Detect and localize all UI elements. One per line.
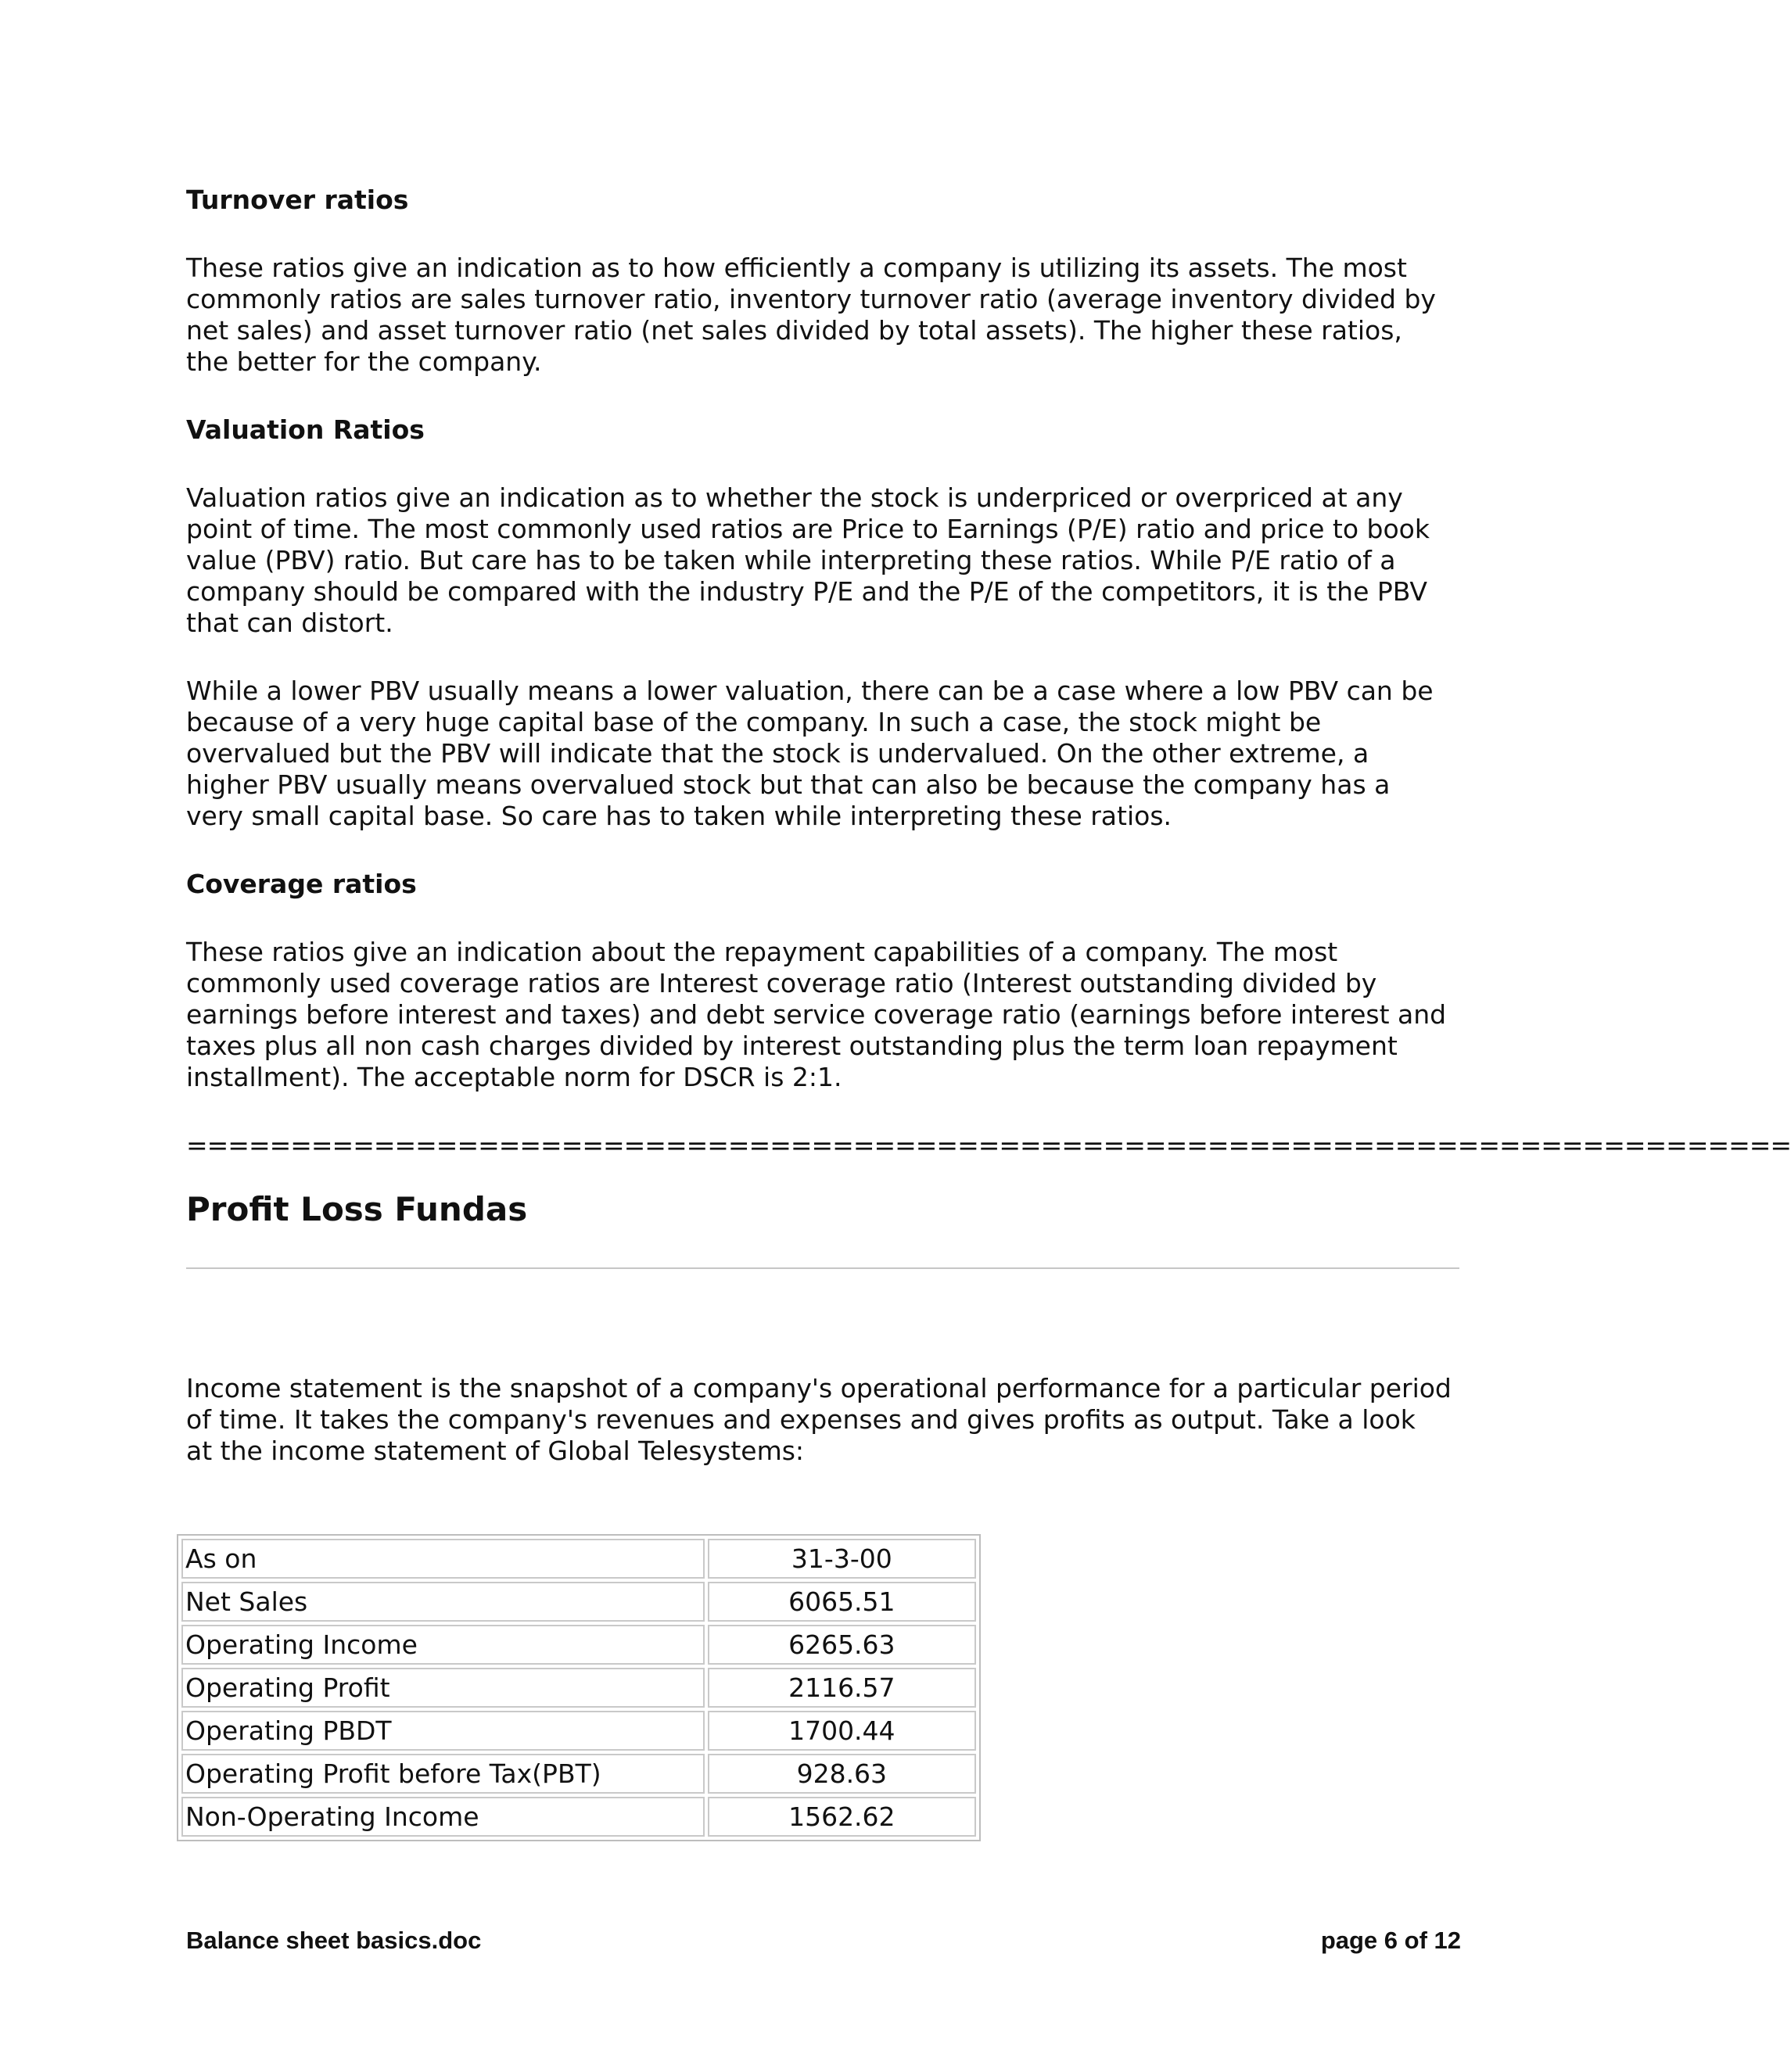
table-cell-value: 1700.44 xyxy=(708,1711,976,1751)
table-cell-value: 928.63 xyxy=(708,1754,976,1794)
table-cell-label: Operating Profit before Tax(PBT) xyxy=(181,1754,705,1794)
text-line: commonly used coverage ratios are Interest coverage ratio (Interest outstanding divided by xyxy=(186,968,1377,998)
text-line: Income statement is the snapshot of a company's operational performance for a particular period xyxy=(186,1373,1452,1403)
table-cell-label: As on xyxy=(181,1539,705,1579)
table-cell-value: 2116.57 xyxy=(708,1668,976,1708)
table-cell-value: 1562.62 xyxy=(708,1797,976,1837)
table-cell-label: Net Sales xyxy=(181,1582,705,1622)
text-line: Valuation ratios give an indication as to whether the stock is underpriced or overpriced at any xyxy=(186,482,1403,513)
paragraph-valuation-1 xyxy=(186,482,1461,639)
table-row xyxy=(181,1797,976,1837)
table-cell-label: Operating Profit xyxy=(181,1668,705,1708)
table-cell-label: Operating Income xyxy=(181,1625,705,1665)
text-line: very small capital base. So care has to taken while interpreting these ratios. xyxy=(186,801,1172,831)
text-line: value (PBV) ratio. But care has to be taken while interpreting these ratios. While P/E ratio of a xyxy=(186,545,1396,575)
paragraph-valuation-2 xyxy=(186,676,1461,832)
table-row xyxy=(181,1711,976,1751)
table-row xyxy=(181,1539,976,1579)
footer-filename: Balance sheet basics.doc xyxy=(186,1927,482,1954)
table-row xyxy=(181,1668,976,1708)
text-line: overvalued but the PBV will indicate that the stock is undervalued. On the other extreme, a xyxy=(186,738,1369,769)
table-row xyxy=(181,1754,976,1794)
paragraph-intro xyxy=(186,1373,1461,1467)
table-cell-label: Non-Operating Income xyxy=(181,1797,705,1837)
horizontal-rule xyxy=(186,1267,1459,1269)
text-line: the better for the company. xyxy=(186,346,542,377)
table-row xyxy=(181,1625,976,1665)
paragraph-coverage xyxy=(186,937,1461,1093)
table-row xyxy=(181,1582,976,1622)
text-line: company should be compared with the industry P/E and the P/E of the competitors, it is the PBV xyxy=(186,576,1427,607)
text-line: These ratios give an indication about the repayment capabilities of a company. The most xyxy=(186,937,1338,967)
table-cell-value: 31-3-00 xyxy=(708,1539,976,1579)
text-line: that can distort. xyxy=(186,608,393,638)
text-line: taxes plus all non cash charges divided by interest outstanding plus the term loan repayment xyxy=(186,1031,1398,1061)
heading-coverage-ratios: Coverage ratios xyxy=(186,869,417,899)
text-line: point of time. The most commonly used ratios are Price to Earnings (P/E) ratio and price to book xyxy=(186,514,1430,544)
paragraph-turnover xyxy=(186,253,1461,378)
text-line: While a lower PBV usually means a lower valuation, there can be a case where a low PBV can be xyxy=(186,676,1434,706)
equals-divider: ============================================================================= xyxy=(186,1130,1791,1160)
text-line: because of a very huge capital base of the company. In such a case, the stock might be xyxy=(186,707,1322,737)
section-title: Profit Loss Fundas xyxy=(186,1190,528,1228)
text-line: of time. It takes the company's revenues and expenses and gives profits as output. Take a look xyxy=(186,1404,1416,1435)
document-body xyxy=(186,185,1791,1504)
text-line: installment). The acceptable norm for DSCR is 2:1. xyxy=(186,1062,842,1092)
text-line: higher PBV usually means overvalued stock but that can also be because the company has a xyxy=(186,769,1391,800)
table-cell-value: 6065.51 xyxy=(708,1582,976,1622)
heading-turnover-ratios: Turnover ratios xyxy=(186,185,409,215)
heading-valuation-ratios: Valuation Ratios xyxy=(186,414,425,445)
text-line: earnings before interest and taxes) and debt service coverage ratio (earnings before interest and xyxy=(186,999,1447,1030)
table-cell-label: Operating PBDT xyxy=(181,1711,705,1751)
table-cell-value: 6265.63 xyxy=(708,1625,976,1665)
text-line: at the income statement of Global Telesystems: xyxy=(186,1436,805,1466)
text-line: net sales) and asset turnover ratio (net sales divided by total assets). The higher these ratios, xyxy=(186,315,1402,346)
text-line: These ratios give an indication as to how efficiently a company is utilizing its assets. The most xyxy=(186,253,1407,283)
income-statement-table xyxy=(177,1534,981,1841)
footer-page-number: page 6 of 12 xyxy=(1320,1927,1461,1954)
text-line: commonly ratios are sales turnover ratio, inventory turnover ratio (average inventory divided by xyxy=(186,284,1436,314)
